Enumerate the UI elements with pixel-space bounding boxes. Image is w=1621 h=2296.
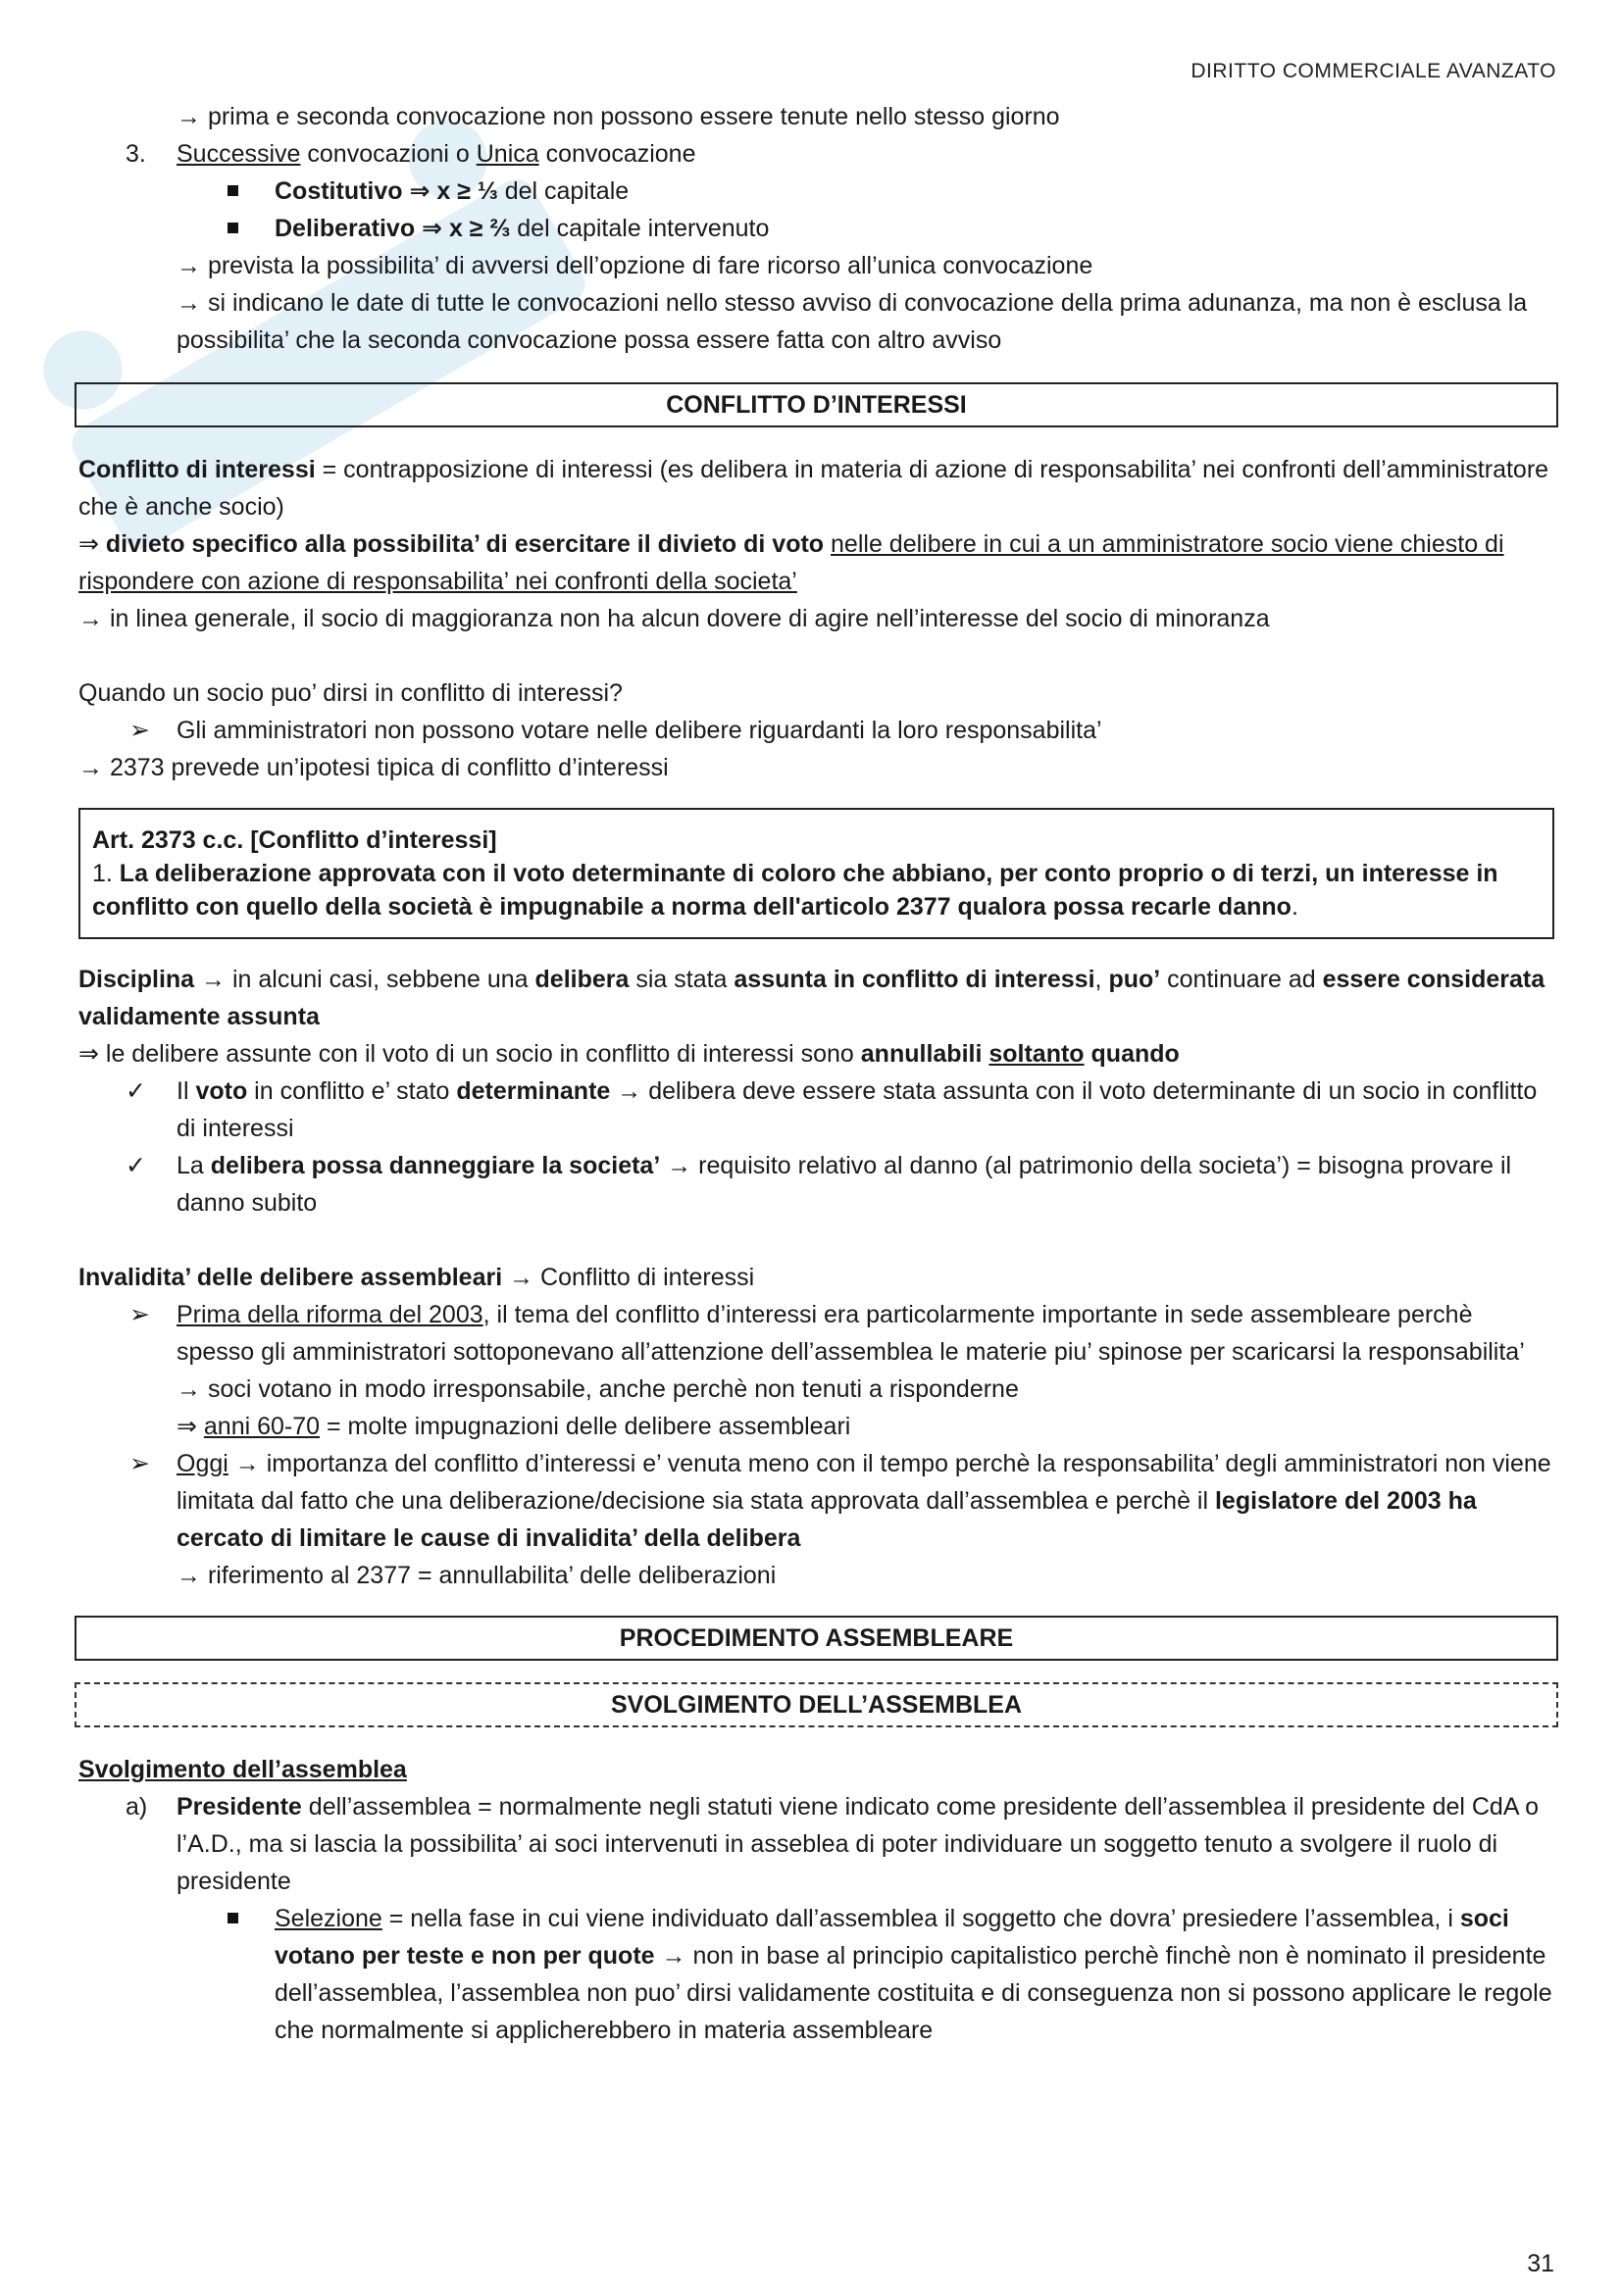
check-icon: ✓ <box>126 1152 146 1179</box>
item-letter: a) <box>126 1793 148 1821</box>
text-line: → in linea generale, il socio di maggioranza non ha alcun dovere di agire nell’interesse del socio di minoranza <box>78 605 1270 632</box>
invalidita-heading: Invalidita’ delle delibere assembleari → Conflitto di interessi <box>78 1264 755 1291</box>
square-bullet-item: Deliberativo ⇒ x ≥ ⅔ del capitale intervenuto <box>78 210 1554 247</box>
annullabili-line: ⇒ le delibere assunte con il voto di un socio in conflitto di interessi sono annullabili soltanto quando <box>78 1040 1180 1068</box>
divieto-paragraph: ⇒ divieto specifico alla possibilita’ di esercitare il divieto di voto nelle delibere in cui a un amministratore socio viene chiesto di rispondere con azione di responsabilita’ nei confronti della societa’ <box>78 530 1504 595</box>
arrow-bullet-icon: ➢ <box>129 717 150 744</box>
text-line: → prevista la possibilita’ di avversi dell’opzione di fare ricorso all’unica convocazione <box>177 252 1093 279</box>
subsection-title-svolgimento: SVOLGIMENTO DELL’ASSEMBLEA <box>75 1682 1558 1727</box>
article-box <box>78 808 1554 939</box>
sub-line: ⇒ anni 60-70 = molte impugnazioni delle delibere assembleari <box>177 1413 851 1440</box>
arrow-bullet-icon: ➢ <box>129 1301 150 1328</box>
check-item: ✓ Il voto in conflitto e’ stato determinante → delibera deve essere stata assunta con il voto determinante di un socio in conflitto di interessi <box>78 1073 1554 1147</box>
disciplina-paragraph: Disciplina → in alcuni casi, sebbene una delibera sia stata assunta in conflitto di interessi, puo’ continuare ad essere considerata validamente assunta <box>78 966 1545 1030</box>
question-line: Quando un socio puo’ dirsi in conflitto di interessi? <box>78 679 623 707</box>
svolgimento-heading: Svolgimento dell’assemblea <box>78 1756 407 1783</box>
square-bullet-item: Selezione = nella fase in cui viene individuato dall’assemblea il soggetto che dovra’ presiedere l’assemblea, i soci votano per teste e non per quote → non in base al principio capitalistico perchè finchè non è nominato il presidente dell’assemblea, l’assemblea non puo’ dirsi validamente costituita e di conseguenza non si possono applicare le regole che normalmente si applicherebbero in materia assembleare <box>78 1900 1554 2049</box>
running-header: DIRITTO COMMERCIALE AVANZATO <box>1190 60 1556 82</box>
check-icon: ✓ <box>126 1077 146 1105</box>
arrow-bullet-item: ➢ Gli amministratori non possono votare nelle delibere riguardanti la loro responsabilita’ <box>78 712 1554 749</box>
square-bullet-icon <box>228 223 238 233</box>
section-title-conflitto: CONFLITTO D’INTERESSI <box>75 382 1558 427</box>
check-item: ✓ La delibera possa danneggiare la societa’ → requisito relativo al danno (al patrimonio della societa’) = bisogna provare il danno subito <box>78 1147 1554 1222</box>
text-line: → prima e seconda convocazione non possono essere tenute nello stesso giorno <box>177 103 1060 130</box>
page-number: 31 <box>1527 2250 1554 2277</box>
item-number: 3. <box>126 140 146 168</box>
square-bullet-icon <box>228 1913 238 1923</box>
numbered-item: 3. Successive convocazioni o Unica convocazione <box>78 135 1554 173</box>
lettered-item: a) Presidente dell’assemblea = normalmente negli statuti viene indicato come presidente dell’assemblea il presidente del CdA o l’A.D., ma si lascia la possibilita’ ai soci intervenuti in asseblea di poter individuare un soggetto tenuto a svolgere il ruolo di presidente <box>78 1788 1554 1900</box>
arrow-bullet-item: ➢ Oggi → importanza del conflitto d’interessi e’ venuta meno con il tempo perchè la responsabilita’ degli amministratori non viene limitata dal fatto che una deliberazione/decisione sia stata approvata dall’assemblea e perchè il legislatore del 2003 ha cercato di limitare le cause di invalidita’ della delibera <box>78 1445 1554 1557</box>
arrow-bullet-item: ➢ Prima della riforma del 2003, il tema del conflitto d’interessi era particolarmente importante in sede assembleare perchè spesso gli amministratori sottoponevano all’attenzione dell’assemblea le materie piu’ spinose per scaricarsi la responsabilita’ → soci votano in modo irresponsabile, anche perchè non tenuti a risponderne <box>78 1296 1554 1408</box>
article-title: Art. 2373 c.c. [Conflitto d’interessi] <box>92 826 497 854</box>
arrow-bullet-icon: ➢ <box>129 1450 150 1477</box>
sub-line: → riferimento al 2377 = annullabilita’ delle deliberazioni <box>177 1562 777 1589</box>
square-bullet-item: Costitutivo ⇒ x ≥ ⅓ del capitale <box>78 173 1554 210</box>
section-title-procedimento: PROCEDIMENTO ASSEMBLEARE <box>75 1616 1558 1661</box>
page-content <box>78 98 1554 2049</box>
text-line: → si indicano le date di tutte le convocazioni nello stesso avviso di convocazione della prima adunanza, ma non è esclusa la possibilita’ che la seconda convocazione possa essere fatta con altro avviso <box>177 289 1528 354</box>
square-bullet-icon <box>228 185 238 196</box>
definition-paragraph: Conflitto di interessi = contrapposizione di interessi (es delibera in materia di azione di responsabilita’ nei confronti dell’amministratore che è anche socio) <box>78 456 1549 521</box>
article-text: 1. La deliberazione approvata con il voto determinante di coloro che abbiano, per conto proprio o di terzi, un interesse in conflitto con quello della società è impugnabile a norma dell'articolo 2377 qualora possa recarle danno. <box>92 860 1498 921</box>
text-line: → 2373 prevede un’ipotesi tipica di conflitto d’interessi <box>78 754 669 781</box>
